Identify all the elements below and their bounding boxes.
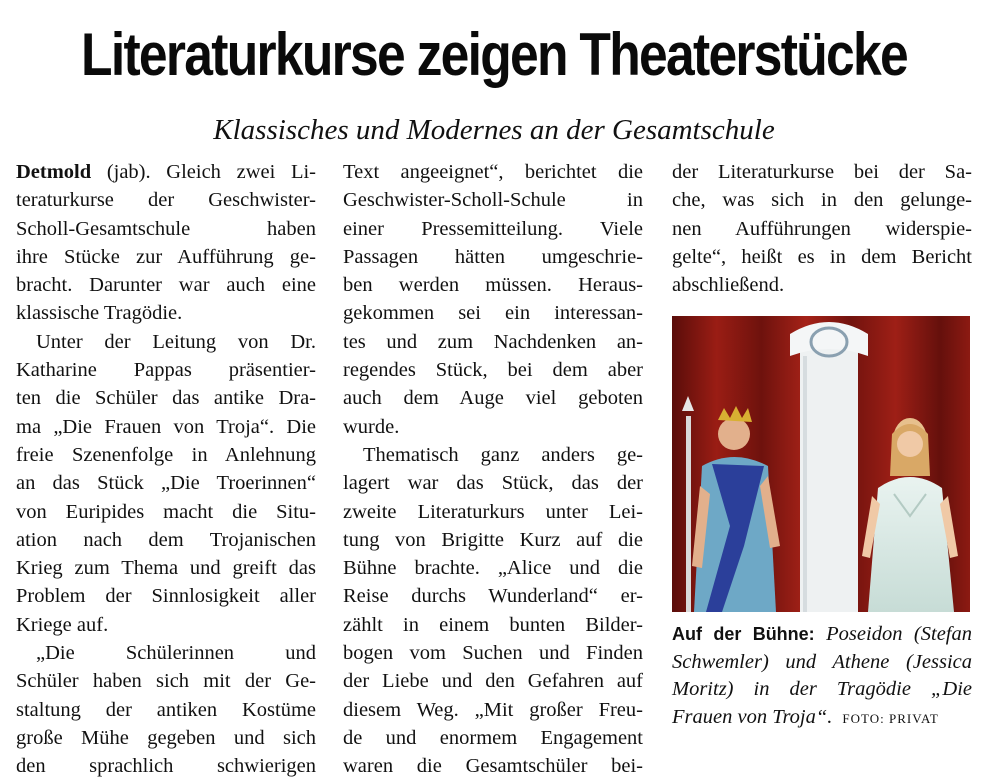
text-line: Geschwister-Scholl-Schule in xyxy=(343,189,643,212)
photo-caption xyxy=(672,621,972,732)
text-line: ben werden müssen. Heraus- xyxy=(343,274,643,297)
text-line: zählt in einem bunten Bilder- xyxy=(343,613,643,636)
text-line: diesem Weg. „Mit großer Freu- xyxy=(343,698,643,721)
dateline: Detmold xyxy=(16,161,92,183)
text-line: Bühne brachte. „Alice und die xyxy=(343,557,643,580)
text-line: Thematisch ganz anders ge- xyxy=(363,443,643,466)
text-line: von Euripides macht die Situ- xyxy=(16,500,316,523)
text-line: teraturkurse der Geschwister- xyxy=(16,189,316,212)
text-line: lagert war das Stück, das der xyxy=(343,472,643,495)
text-line: ma „Die Frauen von Troja“. Die xyxy=(16,415,316,438)
text-line: abschließend. xyxy=(672,274,785,297)
text-line: de und enormem Engagement xyxy=(343,726,643,749)
text-line: bracht. Darunter war auch eine xyxy=(16,274,316,297)
text-line: Reise durchs Wunderland“ er- xyxy=(343,585,643,608)
text-line: ation nach dem Trojanischen xyxy=(16,528,316,551)
text-line: regendes Stück, bei dem aber xyxy=(343,359,643,382)
text-line: Text angeeignet“, berichtet die xyxy=(343,161,643,183)
caption-label: Auf der Bühne: xyxy=(672,624,815,644)
text-line: Schüler haben sich mit der Ge- xyxy=(16,670,316,693)
text-line: Passagen hätten umgeschrie- xyxy=(343,245,643,268)
text-line: Detmold (jab). Gleich zwei Li- xyxy=(16,161,316,183)
text-line: große Mühe gegeben und sich xyxy=(16,726,316,749)
caption-line: Schwemler) und Athene (Jessica xyxy=(672,650,972,673)
caption-line: Auf der Bühne: Poseidon (Stefan xyxy=(672,623,972,645)
text-line: ihre Stücke zur Aufführung ge- xyxy=(16,245,316,268)
article-column-1 xyxy=(16,158,316,781)
caption-line: Moritz) in der Tragödie „Die xyxy=(672,678,972,700)
text-line: tes und zum Nachdenken an- xyxy=(343,330,643,353)
text-line: tung von Brigitte Kurz auf die xyxy=(343,528,643,551)
text-line: nen Aufführungen widerspie- xyxy=(672,217,972,240)
text-line: Problem der Sinnlosigkeit aller xyxy=(16,585,316,608)
text-line: che, was sich in den gelunge- xyxy=(672,189,972,212)
subheadline: Klassisches und Modernes an der Gesamtschule xyxy=(213,114,775,146)
text-line: waren die Gesamtschüler bei- xyxy=(343,755,643,778)
headline: Literaturkurse zeigen Theaterstücke xyxy=(81,21,907,88)
text-line: Katharine Pappas präsentier- xyxy=(16,359,316,382)
text-line: staltung der antiken Kostüme xyxy=(16,698,316,721)
text-line: Kriege auf. xyxy=(16,613,109,636)
article-column-2 xyxy=(343,158,643,781)
text-line: Scholl-Gesamtschule haben xyxy=(16,217,316,240)
text-line: bogen vom Suchen und Finden xyxy=(343,642,643,665)
text-line: „Die Schülerinnen und xyxy=(36,642,316,665)
text-line: auch dem Auge viel geboten xyxy=(343,387,643,410)
text-line: einer Pressemitteilung. Viele xyxy=(343,217,643,240)
text-line: an das Stück „Die Troerinnen“ xyxy=(16,472,316,495)
text-line: den sprachlich schwierigen xyxy=(16,755,316,778)
text-line: ten die Schüler das antike Dra- xyxy=(16,387,316,410)
text-line: freie Szenenfolge in Anlehnung xyxy=(16,443,316,466)
text-line: gekommen sei ein interessan- xyxy=(343,302,643,325)
stage-photo xyxy=(672,316,970,612)
article-column-3 xyxy=(672,158,972,299)
photo-credit: FOTO: PRIVAT xyxy=(842,710,939,726)
text-line: gelte“, heißt es in dem Bericht xyxy=(672,245,972,268)
text-line: Krieg zum Thema und greift das xyxy=(16,557,316,580)
text-line: klassische Tragödie. xyxy=(16,302,183,325)
text-line: der Liebe und den Gefahren auf xyxy=(343,670,643,693)
text-line: Unter der Leitung von Dr. xyxy=(36,330,316,353)
text-line: wurde. xyxy=(343,415,400,438)
text-line: der Literaturkurse bei der Sa- xyxy=(672,161,972,183)
caption-line: Frauen von Troja“. FOTO: PRIVAT xyxy=(672,705,939,728)
text-line: zweite Literaturkurs unter Lei- xyxy=(343,500,643,523)
